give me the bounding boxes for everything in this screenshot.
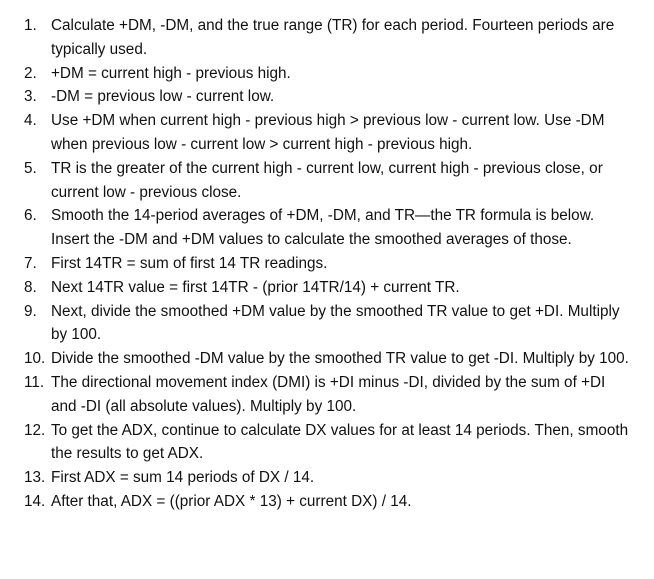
adx-steps-list (0, 14, 654, 514)
list-item-number: 13. (24, 469, 46, 487)
list-item-13 (0, 466, 654, 490)
list-item-text: +DM = current high - previous high. (51, 64, 291, 82)
list-item-number: 5. (24, 159, 37, 177)
list-item-text: Divide the smoothed -DM value by the smoothed TR value to get -DI. Multiply by 100. (51, 350, 629, 368)
list-item-3 (0, 85, 654, 109)
list-item-6 (0, 204, 654, 252)
list-item-8 (0, 276, 654, 300)
list-item-number: 9. (24, 302, 37, 320)
list-item-number: 14. (24, 492, 46, 510)
list-item-9 (0, 300, 654, 348)
list-item-7 (0, 252, 654, 276)
list-item-4 (0, 109, 654, 157)
list-item-text: To get the ADX, continue to calculate DX values for at least 14 periods. Then, smooth the results to get ADX. (51, 421, 629, 463)
list-item-text: The directional movement index (DMI) is +DI minus -DI, divided by the sum of +DI and -DI (all absolute values). Multiply by 100. (51, 373, 606, 415)
list-item-text: -DM = previous low - current low. (51, 88, 275, 106)
list-item-text: After that, ADX = ((prior ADX * 13) + current DX) / 14. (51, 492, 412, 510)
list-item-number: 8. (24, 278, 37, 296)
list-item-text: Next 14TR value = first 14TR - (prior 14TR/14) + current TR. (51, 278, 460, 296)
list-item-text: Next, divide the smoothed +DM value by the smoothed TR value to get +DI. Multiply by 100. (51, 302, 620, 344)
list-item-text: TR is the greater of the current high - current low, current high - previous close, or current low - previous close. (51, 159, 603, 201)
list-item-text: Use +DM when current high - previous high > previous low - current low. Use -DM when previous low - current low > current high - previous high. (51, 112, 605, 153)
list-item-10 (0, 347, 654, 371)
list-item-text: Smooth the 14-period averages of +DM, -DM, and TR—the TR formula is below. Insert the -DM and +DM values to calculate the smoothed averages of those. (51, 207, 595, 249)
list-item-2 (0, 62, 654, 86)
list-item-1 (0, 14, 654, 62)
list-item-text: Calculate +DM, -DM, and the true range (TR) for each period. Fourteen periods are typically used. (51, 17, 615, 58)
list-item-number: 4. (24, 112, 37, 130)
list-item-number: 11. (24, 373, 45, 391)
list-item-number: 1. (24, 17, 37, 34)
list-item-text: First 14TR = sum of first 14 TR readings. (51, 254, 328, 272)
list-item-number: 3. (24, 88, 37, 106)
list-item-5 (0, 157, 654, 205)
list-item-number: 10. (24, 350, 46, 368)
list-item-number: 12. (24, 421, 46, 439)
list-item-11 (0, 371, 654, 419)
list-item-number: 7. (24, 254, 37, 272)
list-item-14 (0, 490, 654, 514)
list-item-number: 6. (24, 207, 37, 225)
list-item-text: First ADX = sum 14 periods of DX / 14. (51, 469, 315, 487)
list-item-12 (0, 419, 654, 467)
list-item-number: 2. (24, 64, 37, 82)
